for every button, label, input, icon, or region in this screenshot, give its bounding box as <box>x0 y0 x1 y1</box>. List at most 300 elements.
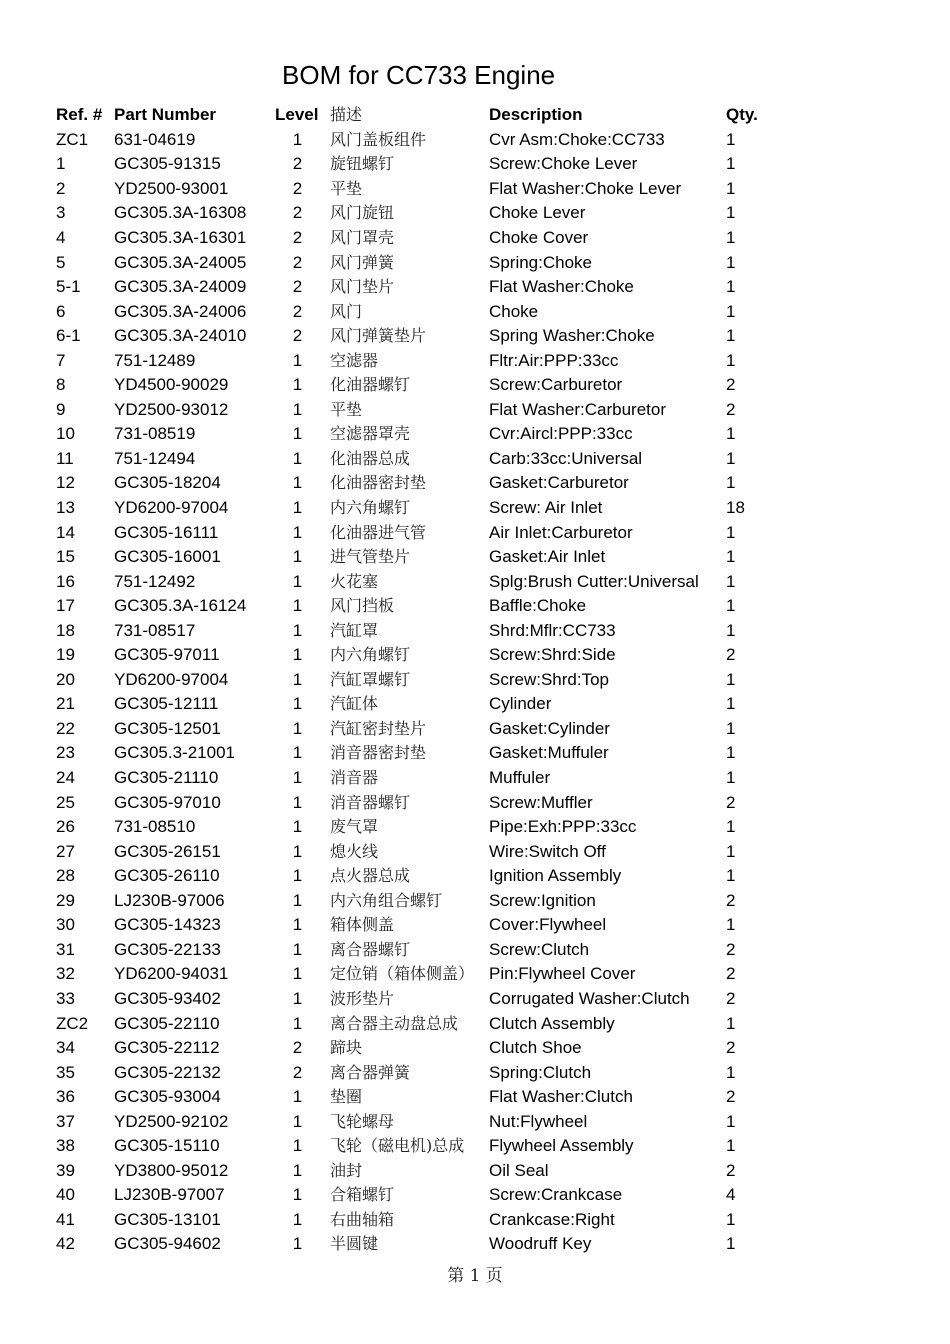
description-cell: Screw:Shrd:Side <box>489 645 616 665</box>
description-cell: Fltr:Air:PPP:33cc <box>489 350 619 370</box>
level-cell: 1 <box>292 498 303 518</box>
part-number-cell: YD2500-92102 <box>114 1111 229 1131</box>
ref-cell: 33 <box>56 988 75 1008</box>
ref-cell: 32 <box>56 964 75 984</box>
qty-cell: 2 <box>726 939 736 959</box>
ref-cell: 12 <box>56 473 75 493</box>
table-row <box>56 471 786 496</box>
qty-cell: 1 <box>726 1234 736 1254</box>
description-cell: Screw:Muffler <box>489 792 593 812</box>
table-row <box>56 643 786 668</box>
part-number-cell: GC305-97010 <box>114 792 221 812</box>
ref-cell: 16 <box>56 571 75 591</box>
chinese-description-cell: 熄火线 <box>330 841 379 861</box>
ref-cell: 24 <box>56 768 75 788</box>
level-cell: 1 <box>292 939 303 959</box>
ref-cell: 7 <box>56 350 66 370</box>
chinese-description-cell: 内六角螺钉 <box>330 498 411 518</box>
level-cell: 1 <box>292 571 303 591</box>
table-row <box>56 864 786 889</box>
part-number-cell: YD2500-93001 <box>114 178 229 198</box>
table-row <box>56 1036 786 1061</box>
description-cell: Carb:33cc:Universal <box>489 448 643 468</box>
ref-cell: 35 <box>56 1062 75 1082</box>
description-cell: Oil Seal <box>489 1160 549 1180</box>
description-cell: Spring Washer:Choke <box>489 326 655 346</box>
level-cell: 1 <box>292 645 303 665</box>
level-cell: 2 <box>292 301 303 321</box>
description-cell: Choke Lever <box>489 203 586 223</box>
level-cell: 1 <box>292 448 303 468</box>
description-cell: Air Inlet:Carburetor <box>489 522 633 542</box>
level-cell: 1 <box>292 1087 303 1107</box>
table-row <box>56 520 786 545</box>
part-number-cell: GC305-22133 <box>114 939 221 959</box>
level-cell: 2 <box>292 228 303 247</box>
qty-cell: 1 <box>726 694 736 714</box>
part-number-cell: GC305-18204 <box>114 473 221 493</box>
description-cell: Ignition Assembly <box>489 866 622 886</box>
chinese-description-cell: 点火器总成 <box>330 866 411 886</box>
chinese-description-cell: 平垫 <box>330 399 363 419</box>
chinese-description-cell: 合箱螺钉 <box>330 1185 395 1205</box>
part-number-cell: GC305-22112 <box>114 1038 220 1058</box>
description-cell: Spring:Clutch <box>489 1062 592 1082</box>
qty-cell: 1 <box>726 203 736 223</box>
table-row <box>56 717 786 742</box>
ref-cell: 26 <box>56 817 75 837</box>
part-number-cell: YD4500-90029 <box>114 375 229 395</box>
chinese-description-cell: 汽缸体 <box>330 694 379 714</box>
part-number-cell: LJ230B-97006 <box>114 890 225 910</box>
description-cell: Screw: Air Inlet <box>489 498 603 518</box>
level-cell: 1 <box>292 988 303 1008</box>
table-row <box>56 128 786 153</box>
chinese-description-cell: 内六角螺钉 <box>330 645 411 665</box>
table-row <box>56 962 786 987</box>
level-cell: 2 <box>292 277 303 297</box>
part-number-cell: GC305-15110 <box>114 1136 220 1156</box>
chinese-description-cell: 风门弹簧垫片 <box>330 326 427 346</box>
level-cell: 2 <box>292 326 303 346</box>
table-row <box>56 1085 786 1110</box>
qty-cell: 18 <box>726 498 745 518</box>
description-cell: Cover:Flywheel <box>489 915 607 935</box>
qty-cell: 1 <box>726 1062 736 1082</box>
table-row <box>56 1183 786 1208</box>
ref-cell: 18 <box>56 620 75 640</box>
table-row <box>56 545 786 570</box>
level-cell: 1 <box>292 1185 303 1205</box>
part-number-cell: GC305-12501 <box>114 718 221 738</box>
table-row <box>56 422 786 447</box>
table-row <box>56 1232 786 1257</box>
table-row <box>56 692 786 717</box>
table-row <box>56 201 786 226</box>
ref-cell: 3 <box>56 203 66 223</box>
chinese-description-cell: 离合器弹簧 <box>330 1062 411 1082</box>
part-number-cell: GC305.3A-24005 <box>114 252 247 272</box>
level-cell: 1 <box>292 129 303 149</box>
qty-cell: 1 <box>726 277 736 297</box>
part-number-cell: GC305.3A-24009 <box>114 277 247 297</box>
part-number-cell: GC305-91315 <box>114 154 221 174</box>
chinese-description-cell: 汽缸罩螺钉 <box>330 669 411 689</box>
level-cell: 1 <box>292 866 303 886</box>
page-title: BOM for CC733 Engine <box>282 60 556 90</box>
qty-cell: 1 <box>726 620 736 640</box>
qty-cell: 1 <box>726 547 736 567</box>
part-number-cell: GC305-94602 <box>114 1234 221 1254</box>
ref-cell: 9 <box>56 399 66 419</box>
qty-cell: 1 <box>726 817 736 837</box>
part-number-cell: 751-12489 <box>114 350 196 370</box>
chinese-description-cell: 火花塞 <box>330 571 379 591</box>
ref-cell: 20 <box>56 669 75 689</box>
qty-cell: 1 <box>726 301 736 321</box>
chinese-description-cell: 风门 <box>330 301 363 321</box>
qty-cell: 1 <box>726 866 736 886</box>
chinese-description-cell: 化油器总成 <box>330 448 411 468</box>
part-number-cell: 731-08510 <box>114 817 196 837</box>
qty-cell: 2 <box>726 375 736 395</box>
level-cell: 2 <box>292 252 303 272</box>
qty-cell: 1 <box>726 448 736 468</box>
chinese-description-cell: 风门挡板 <box>330 596 395 616</box>
part-number-cell: YD2500-93012 <box>114 399 229 419</box>
description-cell: Screw:Choke Lever <box>489 154 638 174</box>
description-cell: Gasket:Cylinder <box>489 718 610 738</box>
chinese-description-cell: 定位销（箱体侧盖） <box>330 964 475 984</box>
qty-cell: 1 <box>726 571 736 591</box>
ref-cell: 30 <box>56 915 75 935</box>
table-row <box>56 398 786 423</box>
table-row <box>56 889 786 914</box>
column-header-qty: Qty. <box>726 105 758 125</box>
ref-cell: 38 <box>56 1136 75 1156</box>
chinese-description-cell: 化油器密封垫 <box>330 473 427 493</box>
description-cell: Flat Washer:Carburetor <box>489 399 666 419</box>
table-row <box>56 324 786 349</box>
description-cell: Cvr:Aircl:PPP:33cc <box>489 424 633 444</box>
ref-cell: 36 <box>56 1087 75 1107</box>
description-cell: Flywheel Assembly <box>489 1136 634 1156</box>
part-number-cell: GC305-16111 <box>114 522 219 542</box>
chinese-description-cell: 风门弹簧 <box>330 252 395 272</box>
part-number-cell: GC305-26151 <box>114 841 221 861</box>
page-number: 第 1 页 <box>447 1266 503 1286</box>
ref-cell: 40 <box>56 1185 75 1205</box>
table-body <box>56 128 786 1257</box>
ref-cell: 27 <box>56 841 75 861</box>
part-number-cell: GC305-21110 <box>114 768 219 788</box>
ref-cell: 13 <box>56 498 75 518</box>
qty-cell: 1 <box>726 424 736 444</box>
level-cell: 1 <box>292 1209 303 1229</box>
description-cell: Screw:Shrd:Top <box>489 669 609 689</box>
table-row <box>56 1208 786 1233</box>
ref-cell: 29 <box>56 890 75 910</box>
level-cell: 2 <box>292 1062 303 1082</box>
table-row <box>56 496 786 521</box>
part-number-cell: 751-12492 <box>114 571 196 591</box>
chinese-description-cell: 箱体侧盖 <box>330 915 395 935</box>
description-cell: Gasket:Muffuler <box>489 743 609 763</box>
part-number-cell: GC305-26110 <box>114 866 220 886</box>
qty-cell: 1 <box>726 473 736 493</box>
part-number-cell: YD6200-94031 <box>114 964 229 984</box>
qty-cell: 1 <box>726 1209 736 1229</box>
ref-cell: 15 <box>56 547 75 567</box>
qty-cell: 2 <box>726 645 736 665</box>
ref-cell: 17 <box>56 596 75 616</box>
table-row <box>56 1134 786 1159</box>
table-row <box>56 299 786 324</box>
part-number-cell: GC305-93004 <box>114 1087 221 1107</box>
qty-cell: 2 <box>726 1038 736 1058</box>
description-cell: Clutch Assembly <box>489 1013 615 1033</box>
table-row <box>56 177 786 202</box>
chinese-description-cell: 风门垫片 <box>330 277 395 297</box>
description-cell: Screw:Carburetor <box>489 375 623 395</box>
column-header-level: Level <box>275 105 319 125</box>
qty-cell: 1 <box>726 1111 736 1131</box>
chinese-description-cell: 汽缸罩 <box>330 620 379 640</box>
ref-cell: 14 <box>56 522 75 542</box>
ref-cell: 41 <box>56 1209 75 1229</box>
level-cell: 1 <box>292 743 303 763</box>
level-cell: 1 <box>292 424 303 444</box>
table-row <box>56 668 786 693</box>
table-row <box>56 741 786 766</box>
chinese-description-cell: 飞轮螺母 <box>330 1111 395 1131</box>
table-row <box>56 594 786 619</box>
part-number-cell: GC305-16001 <box>114 547 221 567</box>
description-cell: Clutch Shoe <box>489 1038 582 1058</box>
description-cell: Crankcase:Right <box>489 1209 615 1229</box>
chinese-description-cell: 蹄块 <box>330 1038 363 1058</box>
qty-cell: 2 <box>726 964 736 984</box>
level-cell: 2 <box>292 1038 303 1058</box>
part-number-cell: GC305.3A-16301 <box>114 228 247 247</box>
description-cell: Cylinder <box>489 694 552 714</box>
table-row <box>56 226 786 251</box>
qty-cell: 1 <box>726 129 736 149</box>
part-number-cell: GC305.3A-16124 <box>114 596 247 616</box>
part-number-cell: GC305.3A-24010 <box>114 326 247 346</box>
description-cell: Spring:Choke <box>489 252 593 272</box>
qty-cell: 1 <box>726 1136 736 1156</box>
description-cell: Choke <box>489 301 539 321</box>
description-cell: Flat Washer:Clutch <box>489 1087 633 1107</box>
table-row <box>56 618 786 643</box>
description-cell: Gasket:Carburetor <box>489 473 629 493</box>
qty-cell: 1 <box>726 841 736 861</box>
table-row <box>56 913 786 938</box>
table-row <box>56 275 786 300</box>
table-row <box>56 790 786 815</box>
qty-cell: 1 <box>726 350 736 370</box>
ref-cell: 34 <box>56 1038 75 1058</box>
chinese-description-cell: 飞轮（磁电机)总成 <box>330 1136 465 1156</box>
column-header-ref: Ref. # <box>56 105 103 125</box>
description-cell: Choke Cover <box>489 228 589 247</box>
chinese-description-cell: 旋钮螺钉 <box>330 154 395 174</box>
chinese-description-cell: 空滤器罩壳 <box>330 424 411 444</box>
part-number-cell: 751-12494 <box>114 448 196 468</box>
level-cell: 1 <box>292 522 303 542</box>
level-cell: 1 <box>292 473 303 493</box>
chinese-description-cell: 离合器螺钉 <box>330 939 411 959</box>
table-row <box>56 569 786 594</box>
chinese-description-cell: 化油器进气管 <box>330 522 427 542</box>
table-header-row <box>56 103 786 128</box>
qty-cell: 1 <box>726 743 736 763</box>
ref-cell: ZC1 <box>56 129 89 149</box>
ref-cell: 42 <box>56 1234 75 1254</box>
description-cell: Pin:Flywheel Cover <box>489 964 636 984</box>
ref-cell: ZC2 <box>56 1013 89 1033</box>
ref-cell: 5-1 <box>56 277 81 297</box>
qty-cell: 1 <box>726 718 736 738</box>
table-row <box>56 815 786 840</box>
level-cell: 2 <box>292 178 303 198</box>
ref-cell: 6 <box>56 301 66 321</box>
chinese-description-cell: 油封 <box>330 1160 363 1180</box>
chinese-description-cell: 风门盖板组件 <box>330 129 427 149</box>
table-row <box>56 348 786 373</box>
description-cell: Gasket:Air Inlet <box>489 547 606 567</box>
table-row <box>56 987 786 1012</box>
level-cell: 1 <box>292 350 303 370</box>
part-number-cell: YD6200-97004 <box>114 669 229 689</box>
ref-cell: 1 <box>56 154 66 174</box>
ref-cell: 4 <box>56 228 66 247</box>
table-row <box>56 766 786 791</box>
qty-cell: 4 <box>726 1185 736 1205</box>
chinese-description-cell: 进气管垫片 <box>330 547 411 567</box>
chinese-description-cell: 垫圈 <box>330 1087 363 1107</box>
chinese-description-cell: 平垫 <box>330 178 363 198</box>
part-number-cell: 731-08517 <box>114 620 196 640</box>
part-number-cell: GC305-93402 <box>114 988 221 1008</box>
ref-cell: 23 <box>56 743 75 763</box>
table-row <box>56 1060 786 1085</box>
part-number-cell: GC305.3A-16308 <box>114 203 247 223</box>
table-row <box>56 1159 786 1184</box>
qty-cell: 1 <box>726 522 736 542</box>
part-number-cell: GC305.3A-24006 <box>114 301 247 321</box>
ref-cell: 5 <box>56 252 66 272</box>
chinese-description-cell: 空滤器 <box>330 350 379 370</box>
level-cell: 1 <box>292 915 303 935</box>
description-cell: Screw:Ignition <box>489 890 596 910</box>
qty-cell: 1 <box>726 768 736 788</box>
description-cell: Flat Washer:Choke <box>489 277 634 297</box>
chinese-description-cell: 波形垫片 <box>330 988 395 1008</box>
column-header-part-number: Part Number <box>114 105 217 125</box>
level-cell: 1 <box>292 1160 303 1180</box>
table-row <box>56 152 786 177</box>
level-cell: 1 <box>292 718 303 738</box>
qty-cell: 2 <box>726 1087 736 1107</box>
level-cell: 1 <box>292 620 303 640</box>
part-number-cell: GC305-97011 <box>114 645 220 665</box>
level-cell: 1 <box>292 375 303 395</box>
level-cell: 1 <box>292 596 303 616</box>
qty-cell: 2 <box>726 890 736 910</box>
part-number-cell: YD6200-97004 <box>114 498 229 518</box>
description-cell: Splg:Brush Cutter:Universal <box>489 571 699 591</box>
table-row <box>56 938 786 963</box>
table-row <box>56 250 786 275</box>
qty-cell: 1 <box>726 669 736 689</box>
qty-cell: 2 <box>726 792 736 812</box>
description-cell: Screw:Clutch <box>489 939 590 959</box>
table-row <box>56 1109 786 1134</box>
ref-cell: 28 <box>56 866 75 886</box>
level-cell: 1 <box>292 1013 303 1033</box>
description-cell: Shrd:Mflr:CC733 <box>489 620 616 640</box>
part-number-cell: GC305.3-21001 <box>114 743 235 763</box>
level-cell: 1 <box>292 669 303 689</box>
ref-cell: 11 <box>56 448 74 468</box>
qty-cell: 2 <box>726 988 736 1008</box>
ref-cell: 19 <box>56 645 75 665</box>
part-number-cell: YD3800-95012 <box>114 1160 229 1180</box>
table-row <box>56 839 786 864</box>
description-cell: Baffle:Choke <box>489 596 587 616</box>
table-row <box>56 447 786 472</box>
qty-cell: 1 <box>726 915 736 935</box>
qty-cell: 1 <box>726 596 736 616</box>
ref-cell: 10 <box>56 424 75 444</box>
part-number-cell: 631-04619 <box>114 129 196 149</box>
ref-cell: 31 <box>56 939 75 959</box>
part-number-cell: GC305-14323 <box>114 915 221 935</box>
description-cell: Screw:Crankcase <box>489 1185 623 1205</box>
ref-cell: 21 <box>56 694 75 714</box>
qty-cell: 1 <box>726 154 736 174</box>
qty-cell: 1 <box>726 228 736 247</box>
table-row <box>56 373 786 398</box>
ref-cell: 25 <box>56 792 75 812</box>
part-number-cell: 731-08519 <box>114 424 196 444</box>
level-cell: 1 <box>292 547 303 567</box>
ref-cell: 22 <box>56 718 75 738</box>
level-cell: 1 <box>292 841 303 861</box>
qty-cell: 2 <box>726 1160 736 1180</box>
chinese-description-cell: 内六角组合螺钉 <box>330 890 443 910</box>
chinese-description-cell: 消音器螺钉 <box>330 792 411 812</box>
qty-cell: 1 <box>726 178 736 198</box>
chinese-description-cell: 消音器 <box>330 768 379 788</box>
level-cell: 1 <box>292 817 303 837</box>
part-number-cell: GC305-12111 <box>114 694 219 714</box>
chinese-description-cell: 化油器螺钉 <box>330 375 411 395</box>
chinese-description-cell: 半圆键 <box>330 1234 379 1254</box>
level-cell: 1 <box>292 1234 303 1254</box>
description-cell: Corrugated Washer:Clutch <box>489 988 690 1008</box>
qty-cell: 1 <box>726 1013 736 1033</box>
level-cell: 1 <box>292 890 303 910</box>
description-cell: Pipe:Exh:PPP:33cc <box>489 817 637 837</box>
level-cell: 1 <box>292 792 303 812</box>
ref-cell: 39 <box>56 1160 75 1180</box>
part-number-cell: GC305-13101 <box>114 1209 221 1229</box>
qty-cell: 2 <box>726 399 736 419</box>
ref-cell: 6-1 <box>56 326 81 346</box>
